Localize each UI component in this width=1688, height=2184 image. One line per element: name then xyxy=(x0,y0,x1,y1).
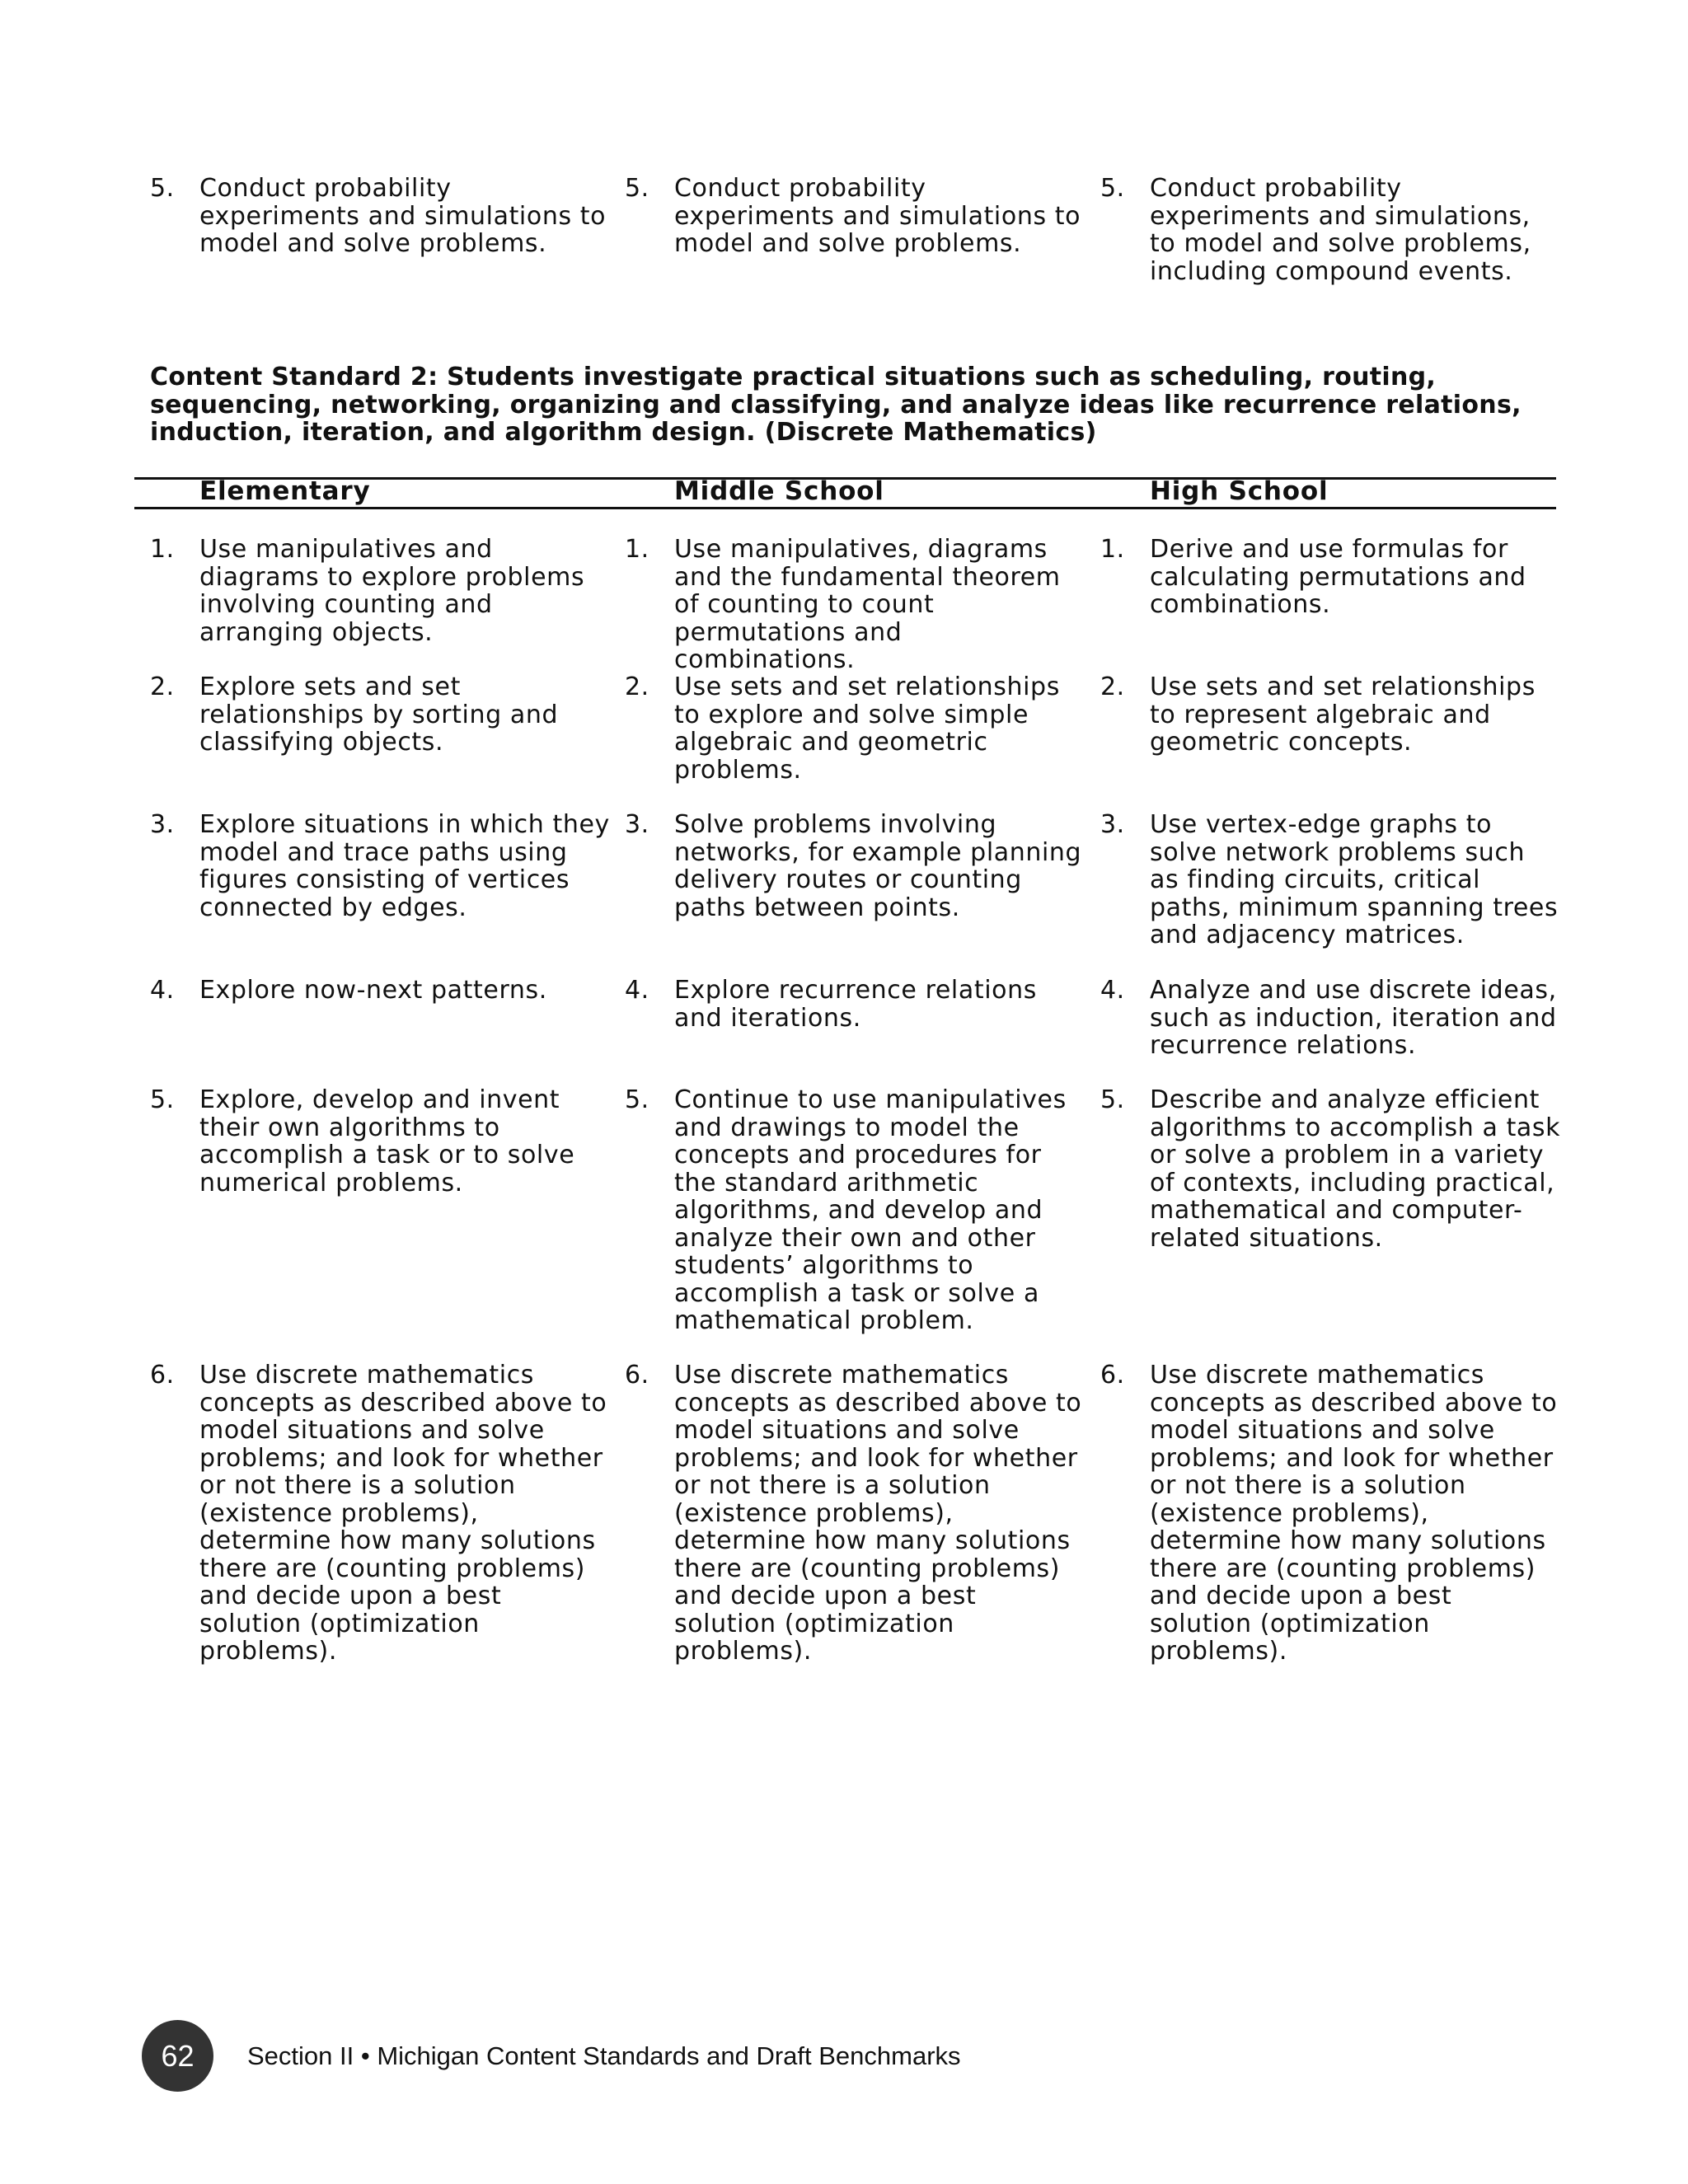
item-text: Use vertex-edge graphs to solve network problems such as finding circuits, critical paths, minimum spanning trees and adjacency matrices. xyxy=(1150,810,1559,949)
item-text: Explore recurrence relations and iterations. xyxy=(674,976,1037,1033)
item-text: Derive and use formulas for calculating permutations and combinations. xyxy=(1150,535,1526,619)
item-number: 5. xyxy=(1100,174,1125,203)
item-text: Describe and analyze efficient algorithms to accomplish a task or solve a problem in a variety of contexts, including practical, mathematical and computer-related situations. xyxy=(1150,1085,1561,1253)
column-header-middle: Middle School xyxy=(674,476,884,506)
header-bottom-rule xyxy=(134,507,1556,509)
item-text: Conduct probability experiments and simulations to model and solve problems. xyxy=(674,174,1081,258)
item-text: Use discrete mathematics concepts as described above to model situations and solve problems; and look for whether or not there is a solution (existence problems), determine how many solutions there are (counting problems) and decide upon a best solution (optimization problems). xyxy=(199,1361,607,1666)
item-text: Continue to use manipulatives and drawings to model the concepts and procedures for the standard arithmetic algorithms, and develop and analyze their own and other students’ algorithms to accomplish a task or solve a mathematical problem. xyxy=(674,1085,1067,1335)
page-number-badge xyxy=(142,2020,213,2092)
item-number: 3. xyxy=(625,810,649,839)
column-header-high: High School xyxy=(1150,476,1329,506)
item-number: 3. xyxy=(1100,810,1125,839)
item-text: Analyze and use discrete ideas, such as induction, iteration and recurrence relations. xyxy=(1150,976,1557,1060)
page-number: 62 xyxy=(161,2038,195,2073)
item-number: 4. xyxy=(625,976,649,1005)
item-text: Use sets and set relationships to represent algebraic and geometric concepts. xyxy=(1150,673,1536,757)
item-number: 6. xyxy=(1100,1361,1125,1390)
item-number: 5. xyxy=(625,1085,649,1114)
item-text: Explore now-next patterns. xyxy=(199,976,547,1005)
item-number: 1. xyxy=(150,535,175,564)
item-text: Use sets and set relationships to explore and solve simple algebraic and geometric problems. xyxy=(674,673,1060,785)
item-number: 4. xyxy=(1100,976,1125,1005)
item-text: Use discrete mathematics concepts as described above to model situations and solve problems; and look for whether or not there is a solution (existence problems), determine how many solutions there are (counting problems) and decide upon a best solution (optimization problems). xyxy=(674,1361,1082,1666)
item-number: 5. xyxy=(625,174,649,203)
item-number: 2. xyxy=(625,673,649,701)
item-number: 2. xyxy=(150,673,175,701)
item-number: 3. xyxy=(150,810,175,839)
item-text: Conduct probability experiments and simulations to model and solve problems. xyxy=(199,174,607,258)
item-text: Explore sets and set relationships by sorting and classifying objects. xyxy=(199,673,559,757)
item-number: 6. xyxy=(150,1361,175,1390)
footer-running-title: Section II • Michigan Content Standards and Draft Benchmarks xyxy=(247,2041,961,2070)
item-number: 5. xyxy=(150,1085,175,1114)
item-text: Explore, develop and invent their own algorithms to accomplish a task or to solve numerical problems. xyxy=(199,1085,575,1197)
column-header-elementary: Elementary xyxy=(199,476,371,506)
item-number: 5. xyxy=(150,174,175,203)
item-text: Use manipulatives, diagrams and the fundamental theorem of counting to count permutations and combinations. xyxy=(674,535,1061,674)
item-text: Use manipulatives and diagrams to explore problems involving counting and arranging objects. xyxy=(199,535,585,647)
item-number: 6. xyxy=(625,1361,649,1390)
item-text: Use discrete mathematics concepts as described above to model situations and solve problems; and look for whether or not there is a solution (existence problems), determine how many solutions there are (counting problems) and decide upon a best solution (optimization problems). xyxy=(1150,1361,1558,1666)
item-number: 4. xyxy=(150,976,175,1005)
item-text: Solve problems involving networks, for example planning delivery routes or counting paths between points. xyxy=(674,810,1082,922)
item-number: 1. xyxy=(1100,535,1125,564)
content-standard-heading: Content Standard 2: Students investigate practical situations such as scheduling, routing, sequencing, networking, organizing and classifying, and analyze ideas like recurrence relations, induction, iteration, and algorithm design. (Discrete Mathematics) xyxy=(150,363,1522,447)
item-number: 1. xyxy=(625,535,649,564)
item-number: 2. xyxy=(1100,673,1125,701)
item-text: Explore situations in which they model and trace paths using figures consisting of vertices connected by edges. xyxy=(199,810,610,922)
item-text: Conduct probability experiments and simulations, to model and solve problems, including compound events. xyxy=(1150,174,1531,286)
item-number: 5. xyxy=(1100,1085,1125,1114)
